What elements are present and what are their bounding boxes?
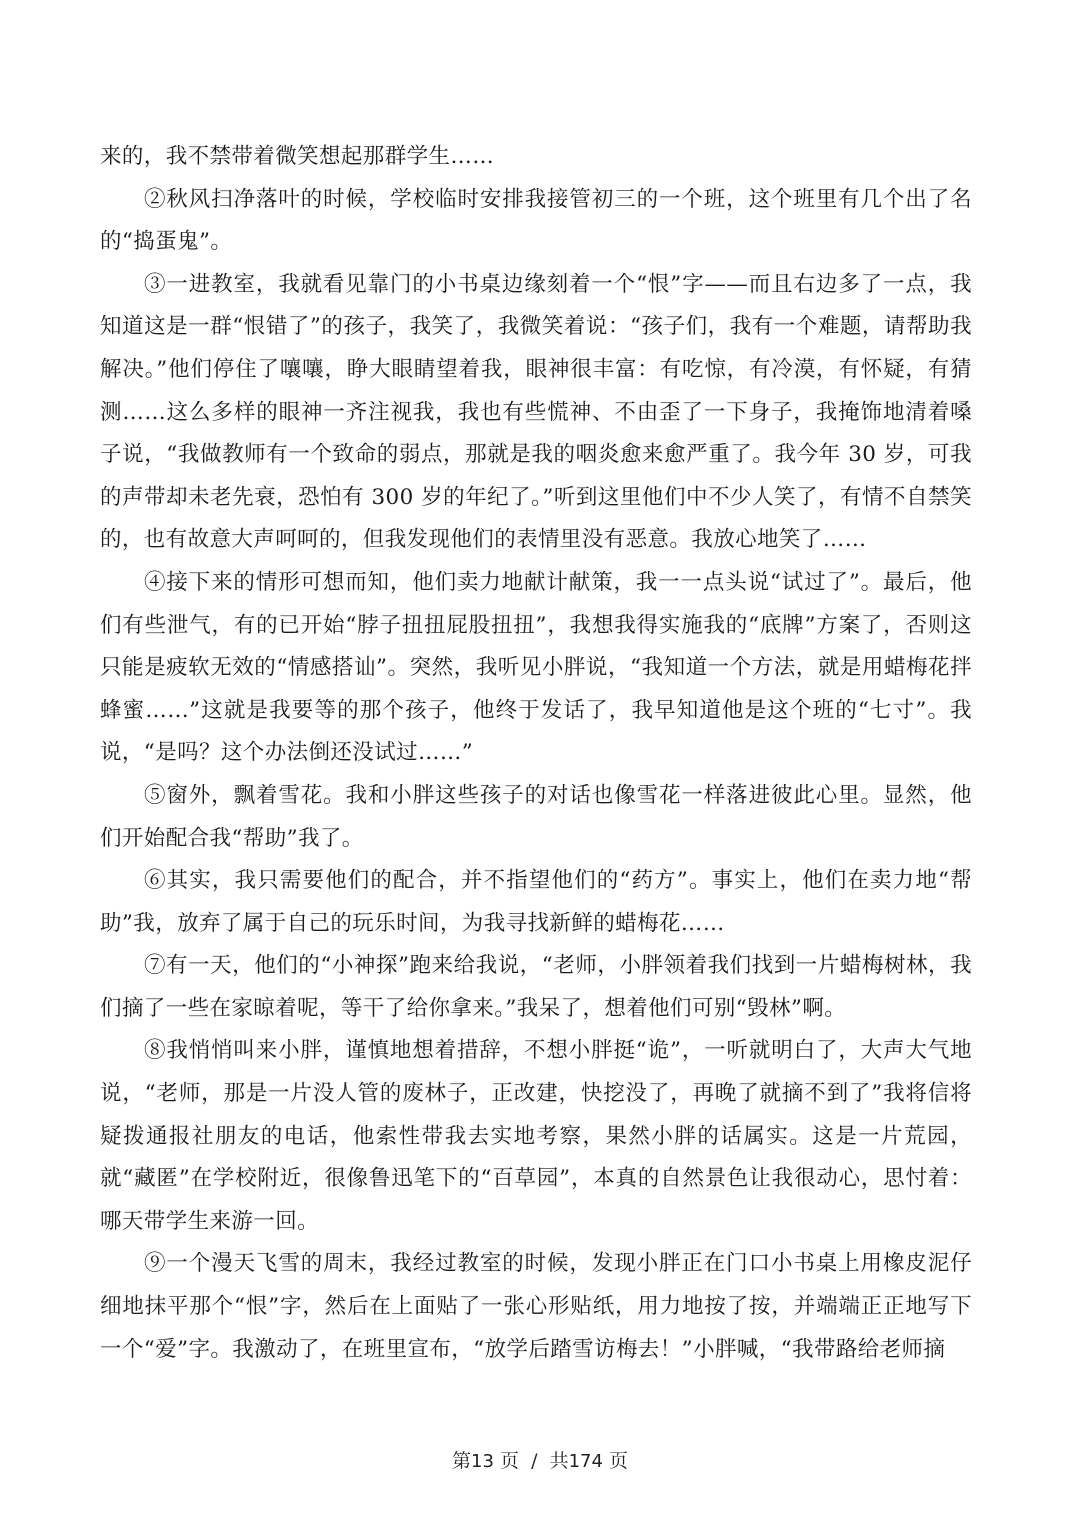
footer-separator: /: [531, 1450, 538, 1472]
paragraph-8: ⑧我悄悄叫来小胖，谨慎地想着措辞，不想小胖挺“诡”，一听就明白了，大声大气地说，“老师，那是一片没人管的废林子，正改建，快挖没了，再晚了就摘不到了”我将信将疑拨通报社朋友的电话，他索性带我去实地考察，果然小胖的话属实。这是一片荒园，就“藏匿”在学校附近，很像鲁迅笔下的“百草园”，本真的自然景色让我很动心，思忖着：哪天带学生来游一回。: [100, 1038, 972, 1234]
paragraph-6: ⑥其实，我只需要他们的配合，并不指望他们的“药方”。事实上，他们在卖力地“帮助”我，放弃了属于自己的玩乐时间，为我寻找新鲜的蜡梅花……: [100, 868, 972, 936]
footer-page-suffix: 页: [499, 1450, 519, 1472]
body-text: [100, 136, 972, 1371]
footer-total-suffix: 页: [608, 1450, 628, 1472]
current-page-number: 13: [471, 1451, 494, 1472]
paragraph-3: ③一进教室，我就看见靠门的小书桌边缘刻着一个“恨”字——而且右边多了一点，我知道这是一群“恨错了”的孩子，我笑了，我微笑着说：“孩子们，我有一个难题，请帮助我解决。”他们停住了嚷嚷，睁大眼睛望着我，眼神很丰富：有吃惊，有冷漠，有怀疑，有猜测……这么多样的眼神一齐注视我，我也有些慌神、不由歪了一下身子，我掩饰地清着嗓子说，“我做教师有一个致命的弱点，那就是我的咽炎愈来愈严重了。我今年 30 岁，可我的声带却未老先衰，恐怕有 300 岁的年纪了。”听到这里他们中不少人笑了，有情不自禁笑的，也有故意大声呵呵的，但我发现他们的表情里没有恶意。我放心地笑了……: [100, 271, 972, 553]
page-footer: [0, 1448, 1080, 1475]
paragraph-7: ⑦有一天，他们的“小神探”跑来给我说，“老师，小胖领着我们找到一片蜡梅树林，我们摘了一些在家晾着呢，等干了给你拿来。”我呆了，想着他们可别“毁林”啊。: [100, 953, 972, 1021]
paragraph-5: ⑤窗外，飘着雪花。我和小胖这些孩子的对话也像雪花一样落进彼此心里。显然，他们开始配合我“帮助”我了。: [100, 782, 972, 851]
paragraph-2: ②秋风扫净落叶的时候，学校临时安排我接管初三的一个班，这个班里有几个出了名的“捣蛋鬼”。: [100, 186, 972, 255]
footer-total-prefix: 共: [549, 1450, 569, 1472]
footer-prefix: 第: [451, 1450, 471, 1472]
paragraph-9: ⑨一个漫天飞雪的周末，我经过教室的时候，发现小胖正在门口小书桌上用橡皮泥仔细地抹平那个“恨”字，然后在上面贴了一张心形贴纸，用力地按了按，并端端正正地写下一个“爱”字。我激动了，在班里宣布，“放学后踏雪访梅去！”小胖喊，“我带路给老师摘: [100, 1251, 972, 1362]
total-page-count: 174: [568, 1451, 603, 1472]
paragraph-4: ④接下来的情形可想而知，他们卖力地献计献策，我一一点头说“试过了”。最后，他们有些泄气，有的已开始“脖子扭扭屁股扭扭”，我想我得实施我的“底牌”方案了，否则这只能是疲软无效的“情感搭讪”。突然，我听见小胖说，“我知道一个方法，就是用蜡梅花拌蜂蜜……”这就是我要等的那个孩子，他终于发话了，我早知道他是这个班的“七寸”。我说，“是吗？这个办法倒还没试过……”: [100, 569, 972, 766]
paragraph-continuation: 来的，我不禁带着微笑想起那群学生……: [100, 144, 495, 169]
